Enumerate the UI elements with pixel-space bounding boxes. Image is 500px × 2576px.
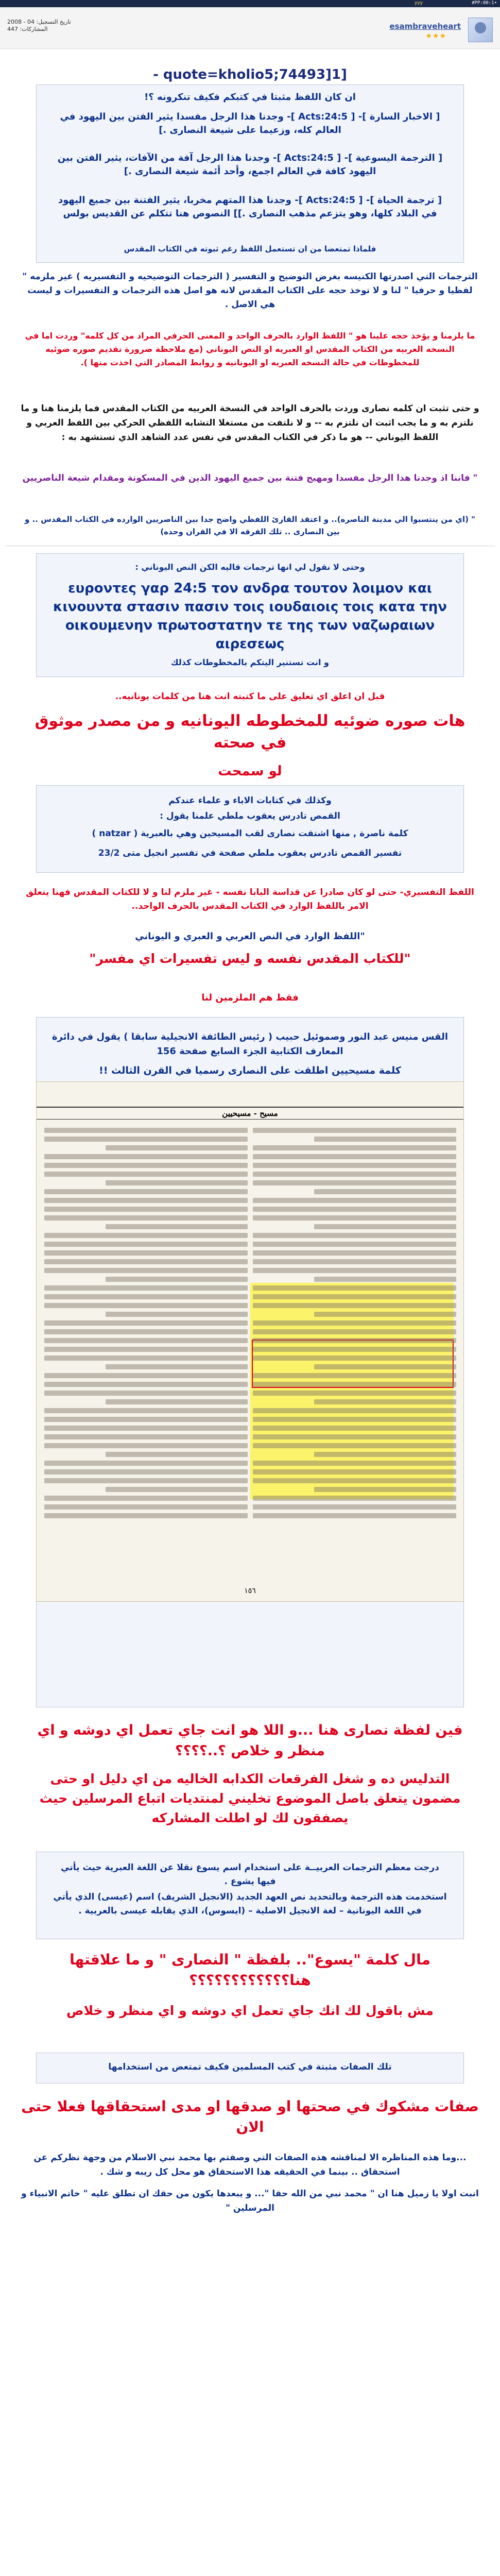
encyclopedia-scan bbox=[36, 1081, 464, 1602]
photo-request: هات صوره ضوئيه للمخطوطه اليونانيه و من مصدر موثوق في صحته bbox=[35, 712, 465, 752]
closing-paragraph: ...وما هذه المناظره الا لمناقشه هذه الصفات التي وصفتم بها محمد نبي الاسلام من وجهة نظركم عن استحقاق .. بينما في الحقيقه هذا الاستحقاق هو محل كل ريبه و شك . bbox=[33, 2153, 467, 2177]
quote-line-5: فلماذا تمتعضا من ان تستعمل اللفظ رغم ثبوته في الكتاب المقدس bbox=[124, 244, 376, 253]
post-header bbox=[0, 7, 500, 49]
post-body bbox=[0, 48, 500, 2576]
rating-stars-icon: ★★★ bbox=[425, 32, 446, 40]
where-word-2: التدليس ده و شغل الفرقعات الكدابه الخاليه من اي دليل او حتى مضمون يتعلق باصل الموضوع تخليني لمنتديات اتباع المرسلين حيث يصفقون لك لو اطلت المشاركه bbox=[39, 1771, 461, 1825]
quote-line-2: [ الاخبار السارة ]- [ Acts:24:5 ]- وجدنا هذا الرجل مفسدا يثير الفتن بين اليهود في العالم كله، وزعيما على شيعة النصارى .] bbox=[60, 111, 440, 135]
quote-line-4: [ ترجمة الحياة ]- [ Acts:24:5 ]- وجدنا هذا المتهم مخربا، يثير الفتنة بين جميع اليهود في البلاد كلها، وهو يتزعم مذهب النصارى .]] النصوص هنا تتكلم عن القديس بولس bbox=[58, 195, 442, 219]
closing-paragraph-2: انبت اولا يا زميل هنا ان " محمد نبي من الله حقا "... و يبعدها يكون من حقك ان تطلق عليه " خاتم الانبياء و المرسلين " bbox=[21, 2189, 479, 2213]
book-itself: "للكتاب المقدس نفسه و ليس تفسيرات اي مفسر" bbox=[89, 951, 411, 966]
greek-tail: و انت تستنير اليتكم بالمخطوطات كذلك bbox=[171, 657, 329, 667]
scan-title: مسيح - مسيحيين bbox=[37, 1107, 463, 1120]
tadros-line-2: القمص تادرس يعقوب ملطي علمنا يقول : bbox=[160, 811, 340, 821]
top-bar bbox=[0, 0, 500, 7]
topbar-meta: #PP:00:1• bbox=[472, 1, 497, 6]
tadros-line-3: كلمة ناصرة , منها اشتقت نصارى لقب المسيحين وهي بالعبرية ( natzar ) bbox=[92, 828, 408, 839]
doubtful-attributes: صفات مشكوك في صحتها او صدقها او مدى استحقاقها فعلا حتى الان bbox=[21, 2098, 479, 2136]
where-word: فين لفظة نصارى هنا ...و اللا هو انت جاي تعمل اي دوشه و اي منظر و خلاص ؟..؟؟؟؟ bbox=[37, 1722, 463, 1759]
quote-header: - quote=kholio5;74493]1] bbox=[153, 67, 347, 82]
reference-text: القس منيس عبد النور وصموئيل حبيب ( رئيس الطائفة الانجيلية سابقا ) يقول في دائرة المعارف الكتابية الجزء السابع صفحة 156 bbox=[51, 1031, 449, 1057]
jesus-name-line-2: استخدمت هذه الترجمة وبالتحديد نص العهد الجديد (الانجيل الشريف) اسم (عيسى) الذي يأتي في اللغة اليونانية – لغة الانجيل الاصلية – (ايسوس)، الذي يقابله عيسى بالعربية . bbox=[53, 1892, 447, 1916]
greek-text: ευροντες γαρ 24:5 τον ανδρα τουτον λοιμον και κινουντα στασιν πασιν τοις ιουδαιοις τοις κατα την οικουμενην πρωτοστατην τε της των ναζωραιων αιρεσεως bbox=[53, 581, 447, 652]
book-tail: فقط هم الملزمين لنا bbox=[201, 992, 299, 1003]
join-date: تاريخ التسجيل: 04 - 2008 bbox=[7, 19, 71, 25]
greek-lead: وحتى لا نقول لي انها ترجمات قاليه الكن النص اليوناني : bbox=[135, 562, 365, 572]
topbar-tag: yyy bbox=[415, 1, 423, 6]
tadros-reply-2: "اللفظ الوارد في النص العربي و العبري و اليوناني bbox=[135, 931, 365, 942]
explain-paragraph: ما يلزمنا و يؤخذ حجه علينا هو " اللفظ الوارد بالحرف الواحد و المعنى الحرفي المراد من كل كلمه" وردت اما في النسخه العربيه من الكتاب المقدس او العبريه او النص اليوناني (مع ملاحظة ضرورة تقديم صوره ضوئيه للمخطوطات في حالة النسخه العبريه او اليونانيه و روابط المصادر التي اخذت منها ). bbox=[25, 331, 475, 367]
username-link[interactable]: esambraveheart bbox=[389, 22, 461, 31]
tadros-reply: اللفظ التفسيري- حتى لو كان صادرا عن قداسة البابا نفسه - غير ملزم لنا و لا للكتاب المقدس فهنا يتعلق الامر باللفظ الوارد في الكتاب المقدس بالحرف الواحد.. bbox=[26, 887, 474, 911]
red-lead: قبل ان اعلق اي تعليق على ما كتبته انت هنا من كلمات يونانيه.. bbox=[115, 691, 385, 702]
attributes-quote: تلك الصفات مثبتة في كتب المسلمين فكيف تمتعض من استخدامها bbox=[108, 2062, 392, 2072]
tadros-line-1: وكذلك في كتابات الاباء و علماء عندكم bbox=[168, 795, 332, 806]
reference-text-2: كلمة مسيحيين اطلقت على النصارى رسميا في القرن الثالث !! bbox=[99, 1065, 401, 1076]
quote-line-1: ان كان اللفظ مثبتا في كتبكم فكيف تنكرونه ؟! bbox=[144, 92, 356, 103]
quote-line-3: [ الترجمة اليسوعية ]- [ Acts:24:5 ]- وجدنا هذا الرجل آفة من الآفات، يثير الفتن بين اليهود كافة في العالم اجمع، وأحد أئمة شيعة النصارى .] bbox=[57, 152, 443, 177]
member-info bbox=[7, 19, 71, 33]
scan-column-left bbox=[44, 1124, 248, 1578]
jesus-name-line-1: درجت معظم الترجمات العربيــة على استخدام اسم يسوع نقلا عن اللغة العبرية حيث يأتي فيها يشوع . bbox=[61, 1862, 439, 1887]
scan-column-right bbox=[253, 1124, 456, 1578]
verse-tail: " (اي من ينتسبوا الي مدينة الناصره).. و اعتقد القارئ اللفظي واضح جدا بين الناصريين الوارده في الكتاب المقدس .. و بين النصارى .. تلك الفرقه الا في القران وحده) bbox=[25, 515, 475, 536]
scan-page-number: ١٥٦ bbox=[244, 1587, 256, 1595]
user-profile bbox=[387, 16, 493, 42]
challenge-paragraph: و حتى تثبت ان كلمه نصارى وردت بالحرف الواحد في النسخة العربيه من الكتاب المقدس فما يلزمنا هنا و ما نلتزم به و ما يجب اثبت ان نلتزم به -- و لا نلتفت من مستغلا التشابه اللفظي الحركي بين اللفظ العربي و اللفظ اليوناني -- هو ما ذكر في الكتاب المقدس في نفس عدد الشاهد الذي تستشهد به : bbox=[21, 403, 479, 443]
post-count: المشاركات: 447 bbox=[7, 26, 48, 32]
verse-quote bbox=[0, 471, 500, 485]
tadros-line-4: تفسير القمص تادرس يعقوب ملطي صفحة في تفسير انجيل متى 23/2 bbox=[98, 848, 402, 858]
intro-text: الترجمات التي اصدرتها الكنيسه بغرض التوضيح و التفسير ( الترجمات التوضيحيه و التفسيريه ) غير ملزمه " لفظيا و حرفيا " لنا و لا توخذ حجه على الكتاب المقدس لانه هو اصل هذه الترجمات و التفسيرات و ليست هي الاصل . bbox=[22, 272, 478, 310]
avatar[interactable] bbox=[468, 18, 493, 42]
name-question-2: مش باقول لك انك جاي تعمل اي دوشه و اي منظر و خلاص bbox=[66, 2003, 434, 2018]
please-text: لو سمحت bbox=[218, 764, 282, 779]
intro-paragraph bbox=[0, 270, 500, 312]
name-question: مال كلمة "يسوع".. بلفظة " النصارى " و ما علاقتها هنا؟؟؟؟؟؟؟؟؟؟؟؟ bbox=[70, 1951, 430, 1989]
verse-text: " فاننا اذ وجدنا هذا الرجل مفسدا ومهيج فتنة بين جميع اليهود الذين في المسكونة ومقدام شيعة الناصريين bbox=[22, 473, 478, 483]
